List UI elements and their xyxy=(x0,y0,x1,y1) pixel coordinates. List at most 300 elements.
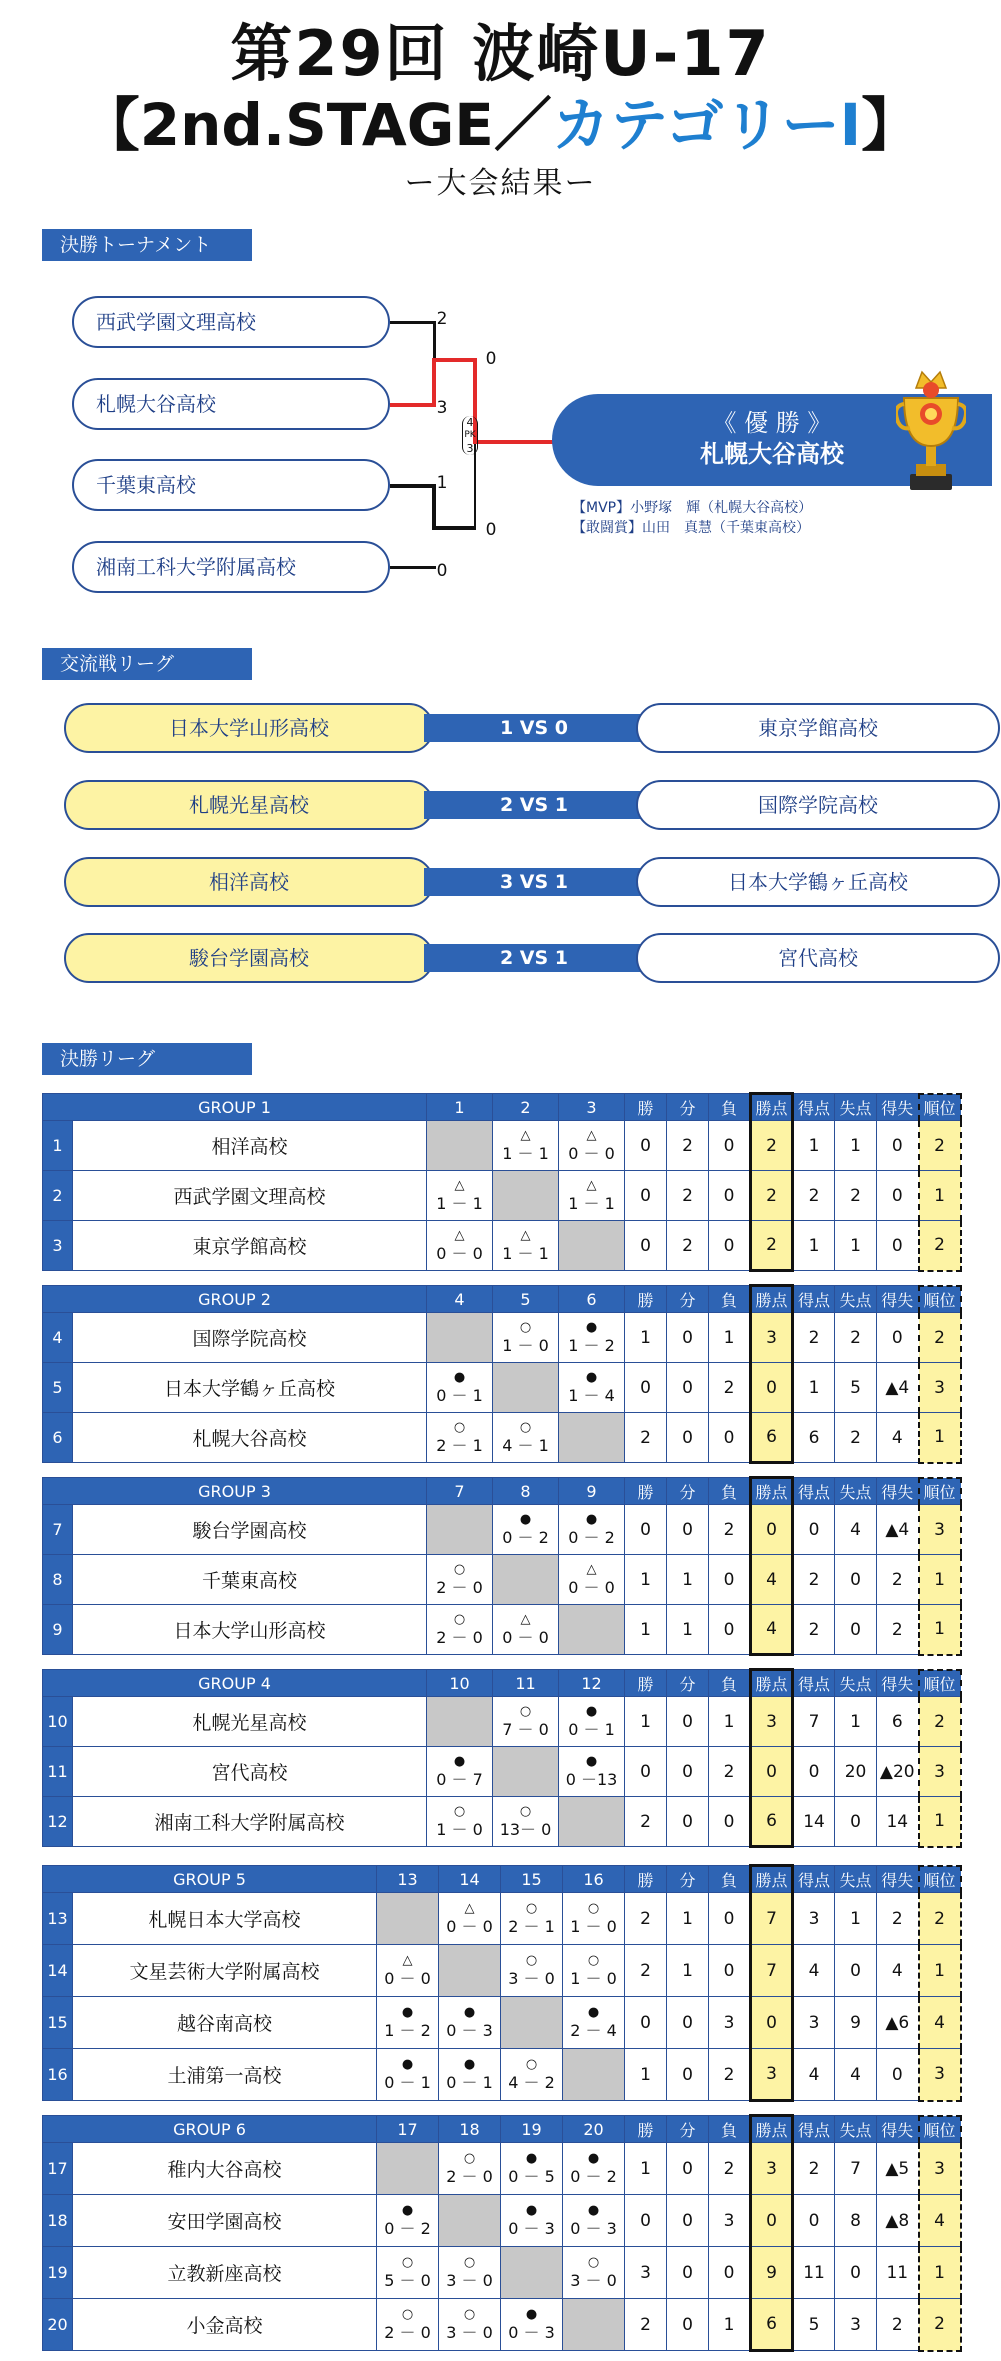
stat-rank: 2 xyxy=(919,1893,961,1945)
team-name: 札幌大谷高校 xyxy=(73,1413,427,1463)
group-table xyxy=(42,1284,962,1464)
team-number: 20 xyxy=(43,2299,73,2351)
bracket-team-2: 札幌大谷高校 xyxy=(72,378,390,430)
team-name: 文星芸術大学附属高校 xyxy=(73,1945,377,1997)
score-final-1: 0 xyxy=(485,349,497,369)
stat-header: 勝 xyxy=(625,1478,667,1505)
stat-points: 2 xyxy=(751,1221,793,1271)
self-match-cell xyxy=(501,1997,563,2049)
stat-wins: 0 xyxy=(625,2195,667,2247)
stat-points: 0 xyxy=(751,2195,793,2247)
self-match-cell xyxy=(559,1797,625,1847)
self-match-cell xyxy=(427,1697,493,1747)
bracket-line xyxy=(390,484,436,488)
stat-wins: 0 xyxy=(625,1363,667,1413)
stat-losses: 2 xyxy=(709,1363,751,1413)
match-result-cell xyxy=(493,1797,559,1847)
result-symbol: ● xyxy=(585,1319,598,1335)
table-row xyxy=(43,1171,961,1221)
group-col-number: 16 xyxy=(563,1866,625,1893)
exchange-away-team: 日本大学鶴ヶ丘高校 xyxy=(636,857,1000,907)
result-symbol: ● xyxy=(587,2150,600,2166)
result-symbol: ○ xyxy=(463,2150,476,2166)
stat-goals-against: 1 xyxy=(835,1697,877,1747)
stat-points: 3 xyxy=(751,1313,793,1363)
result-symbol: ○ xyxy=(401,2254,414,2270)
stat-header: 分 xyxy=(667,2116,709,2143)
stat-points: 7 xyxy=(751,1945,793,1997)
stat-goals-against: 4 xyxy=(835,1505,877,1555)
stage-title xyxy=(0,92,1001,158)
group-col-number: 14 xyxy=(439,1866,501,1893)
bracket-line xyxy=(474,442,476,530)
page-title: 第29回 波崎U-17 xyxy=(230,17,771,90)
stat-rank: 3 xyxy=(919,1505,961,1555)
group-col-number: 5 xyxy=(493,1286,559,1313)
stat-goals-against: 7 xyxy=(835,2143,877,2195)
stat-draws: 0 xyxy=(667,2195,709,2247)
match-result-cell xyxy=(559,1555,625,1605)
stat-rank: 2 xyxy=(919,1121,961,1171)
team-number: 12 xyxy=(43,1797,73,1847)
group-table xyxy=(42,1476,962,1656)
match-result-cell xyxy=(501,2195,563,2247)
stat-header: 得失 xyxy=(877,1866,919,1893)
stat-goal-diff: 14 xyxy=(877,1797,919,1847)
stat-draws: 0 xyxy=(667,1363,709,1413)
team-name: 札幌日本大学高校 xyxy=(73,1893,377,1945)
exchange-match xyxy=(64,703,936,753)
result-symbol: ○ xyxy=(453,1561,466,1577)
exchange-away-team: 東京学館高校 xyxy=(636,703,1000,753)
result-symbol: ● xyxy=(585,1511,598,1527)
stat-header: 順位 xyxy=(919,1670,961,1697)
exchange-match xyxy=(64,933,936,983)
final-league-heading: 決勝リーグ xyxy=(42,1043,252,1075)
exchange-away-team: 国際学院高校 xyxy=(636,780,1000,830)
stat-draws: 0 xyxy=(667,1313,709,1363)
match-result-cell xyxy=(427,1555,493,1605)
table-row xyxy=(43,1313,961,1363)
stat-draws: 0 xyxy=(667,1997,709,2049)
group-col-number: 7 xyxy=(427,1478,493,1505)
stat-header: 負 xyxy=(709,1286,751,1313)
exchange-home-team: 駿台学園高校 xyxy=(64,933,434,983)
match-score: 4 － 1 xyxy=(502,1435,549,1455)
stat-goal-diff: 0 xyxy=(877,1121,919,1171)
self-match-cell xyxy=(559,1605,625,1655)
score-final-2: 0 xyxy=(485,520,497,540)
stat-rank: 3 xyxy=(919,1363,961,1413)
stat-goal-diff: 0 xyxy=(877,1171,919,1221)
stat-goal-diff: ▲4 xyxy=(877,1505,919,1555)
team-name: 小金高校 xyxy=(73,2299,377,2351)
match-score: 0 － 5 xyxy=(508,2166,555,2186)
match-score: 2 － 0 xyxy=(436,1577,483,1597)
stat-header: 順位 xyxy=(919,2116,961,2143)
table-row xyxy=(43,2143,961,2195)
match-result-cell xyxy=(377,1945,439,1997)
match-score: 1 － 0 xyxy=(570,1968,617,1988)
group-table xyxy=(42,1668,962,1848)
match-result-cell xyxy=(427,1747,493,1797)
stat-points: 0 xyxy=(751,1747,793,1797)
bracket-team-3: 千葉東高校 xyxy=(72,459,390,511)
group-col-number: 8 xyxy=(493,1478,559,1505)
score-team-2: 3 xyxy=(436,398,448,418)
table-row xyxy=(43,2247,961,2299)
stat-draws: 0 xyxy=(667,2143,709,2195)
stat-losses: 2 xyxy=(709,2143,751,2195)
table-row xyxy=(43,1997,961,2049)
stat-wins: 0 xyxy=(625,1121,667,1171)
bracket-line-winner xyxy=(390,403,435,407)
match-score: 2 － 0 xyxy=(436,1627,483,1647)
stat-header: 勝点 xyxy=(751,1866,793,1893)
stat-goal-diff: ▲20 xyxy=(877,1747,919,1797)
stat-points: 3 xyxy=(751,2049,793,2101)
team-number: 2 xyxy=(43,1171,73,1221)
match-score: 2 － 0 xyxy=(384,2322,431,2342)
match-result-cell xyxy=(377,1997,439,2049)
match-result-cell xyxy=(427,1605,493,1655)
stat-goals-for: 2 xyxy=(793,1171,835,1221)
match-result-cell xyxy=(559,1747,625,1797)
stat-header: 得点 xyxy=(793,2116,835,2143)
stat-rank: 2 xyxy=(919,2299,961,2351)
stat-goal-diff: 4 xyxy=(877,1413,919,1463)
match-result-cell xyxy=(377,2247,439,2299)
stat-header: 勝 xyxy=(625,1286,667,1313)
result-symbol: ● xyxy=(525,2306,538,2322)
result-symbol: ○ xyxy=(587,1900,600,1916)
self-match-cell xyxy=(563,2299,625,2351)
stat-goals-against: 0 xyxy=(835,1605,877,1655)
stat-header: 負 xyxy=(709,1866,751,1893)
stat-wins: 0 xyxy=(625,1505,667,1555)
stat-goals-against: 1 xyxy=(835,1121,877,1171)
exchange-score: 3 VS 1 xyxy=(424,868,644,896)
stat-draws: 0 xyxy=(667,1413,709,1463)
stat-goals-for: 0 xyxy=(793,2195,835,2247)
team-number: 11 xyxy=(43,1747,73,1797)
bracket-line xyxy=(390,566,436,569)
stat-goals-against: 9 xyxy=(835,1997,877,2049)
match-result-cell xyxy=(493,1697,559,1747)
stat-losses: 2 xyxy=(709,1505,751,1555)
stat-goals-against: 0 xyxy=(835,1555,877,1605)
stat-header: 失点 xyxy=(835,1478,877,1505)
match-score: 3 － 0 xyxy=(570,2270,617,2290)
stat-wins: 2 xyxy=(625,1797,667,1847)
self-match-cell xyxy=(559,1221,625,1271)
stat-header: 分 xyxy=(667,1866,709,1893)
result-symbol: ● xyxy=(401,2004,414,2020)
result-symbol: △ xyxy=(520,1127,531,1143)
match-result-cell xyxy=(563,2143,625,2195)
stat-draws: 1 xyxy=(667,1893,709,1945)
stat-rank: 1 xyxy=(919,1797,961,1847)
result-symbol: △ xyxy=(586,1127,597,1143)
pk-score-home: 4 xyxy=(466,416,474,429)
stat-header: 得失 xyxy=(877,1670,919,1697)
result-symbol: ● xyxy=(587,2202,600,2218)
stat-header: 得失 xyxy=(877,1478,919,1505)
result-symbol: ● xyxy=(463,2056,476,2072)
stat-goals-for: 1 xyxy=(793,1121,835,1171)
stat-header: 得失 xyxy=(877,2116,919,2143)
stat-losses: 0 xyxy=(709,2247,751,2299)
stat-draws: 1 xyxy=(667,1555,709,1605)
stat-header: 得点 xyxy=(793,1670,835,1697)
stat-goal-diff: 2 xyxy=(877,2299,919,2351)
match-result-cell xyxy=(559,1363,625,1413)
stat-draws: 1 xyxy=(667,1945,709,1997)
stat-goals-against: 2 xyxy=(835,1313,877,1363)
stat-goal-diff: 11 xyxy=(877,2247,919,2299)
match-result-cell xyxy=(563,1893,625,1945)
match-score: 13－ 0 xyxy=(499,1819,552,1839)
match-result-cell xyxy=(427,1413,493,1463)
self-match-cell xyxy=(493,1747,559,1797)
team-name: 土浦第一高校 xyxy=(73,2049,377,2101)
exchange-score: 2 VS 1 xyxy=(424,944,644,972)
team-number: 4 xyxy=(43,1313,73,1363)
stat-header: 失点 xyxy=(835,2116,877,2143)
match-result-cell xyxy=(377,2195,439,2247)
stat-points: 4 xyxy=(751,1555,793,1605)
group-col-number: 10 xyxy=(427,1670,493,1697)
stat-losses: 1 xyxy=(709,1697,751,1747)
stat-header: 勝点 xyxy=(751,2116,793,2143)
team-name: 安田学園高校 xyxy=(73,2195,377,2247)
stat-points: 6 xyxy=(751,1797,793,1847)
stat-header: 得失 xyxy=(877,1094,919,1121)
result-symbol: ● xyxy=(401,2056,414,2072)
match-score: 0 － 0 xyxy=(436,1243,483,1263)
stat-wins: 0 xyxy=(625,1997,667,2049)
table-row xyxy=(43,1893,961,1945)
stat-header: 分 xyxy=(667,1286,709,1313)
match-result-cell xyxy=(377,2049,439,2101)
team-number: 9 xyxy=(43,1605,73,1655)
stat-wins: 1 xyxy=(625,2049,667,2101)
match-result-cell xyxy=(559,1505,625,1555)
result-symbol: ● xyxy=(401,2202,414,2218)
match-score: 1 － 2 xyxy=(568,1335,615,1355)
stat-losses: 2 xyxy=(709,2049,751,2101)
stat-header: 順位 xyxy=(919,1478,961,1505)
stat-wins: 1 xyxy=(625,1697,667,1747)
trophy-icon xyxy=(896,366,966,492)
stat-header: 勝 xyxy=(625,2116,667,2143)
match-result-cell xyxy=(439,1893,501,1945)
stat-draws: 2 xyxy=(667,1121,709,1171)
stat-goals-for: 6 xyxy=(793,1413,835,1463)
match-score: 0 － 3 xyxy=(508,2218,555,2238)
result-symbol: ● xyxy=(587,2004,600,2020)
stat-points: 0 xyxy=(751,1505,793,1555)
match-score: 0 － 1 xyxy=(446,2072,493,2092)
stat-points: 6 xyxy=(751,1413,793,1463)
result-symbol: ○ xyxy=(587,1952,600,1968)
match-result-cell xyxy=(501,1893,563,1945)
table-row xyxy=(43,1797,961,1847)
stat-wins: 2 xyxy=(625,1945,667,1997)
result-symbol: ● xyxy=(519,1511,532,1527)
result-symbol: ○ xyxy=(463,2306,476,2322)
match-result-cell xyxy=(501,2049,563,2101)
table-row xyxy=(43,1413,961,1463)
stat-goals-for: 3 xyxy=(793,1997,835,2049)
self-match-cell xyxy=(427,1313,493,1363)
results-subtitle: ー大会結果ー xyxy=(404,166,597,201)
mvp-award: 【MVP】小野塚 輝（札幌大谷高校） xyxy=(572,500,813,516)
team-name: 相洋高校 xyxy=(73,1121,427,1171)
stat-header: 得点 xyxy=(793,1094,835,1121)
stat-goals-for: 4 xyxy=(793,1945,835,1997)
stat-points: 2 xyxy=(751,1121,793,1171)
score-team-4: 0 xyxy=(436,561,448,581)
stat-points: 9 xyxy=(751,2247,793,2299)
result-symbol: ● xyxy=(463,2004,476,2020)
stat-rank: 3 xyxy=(919,2143,961,2195)
team-number: 7 xyxy=(43,1505,73,1555)
team-number: 1 xyxy=(43,1121,73,1171)
bracket-line xyxy=(432,526,476,530)
stat-wins: 1 xyxy=(625,1555,667,1605)
stat-header: 勝点 xyxy=(751,1094,793,1121)
match-score: 1 － 0 xyxy=(436,1819,483,1839)
stat-wins: 0 xyxy=(625,1747,667,1797)
match-score: 0 － 2 xyxy=(568,1527,615,1547)
stat-goals-against: 8 xyxy=(835,2195,877,2247)
stat-header: 勝点 xyxy=(751,1670,793,1697)
result-symbol: ○ xyxy=(519,1703,532,1719)
team-name: 札幌光星高校 xyxy=(73,1697,427,1747)
result-symbol: ○ xyxy=(525,1900,538,1916)
group-col-number: 3 xyxy=(559,1094,625,1121)
bracket-line-winner xyxy=(473,440,555,444)
group-name: GROUP 1 xyxy=(43,1094,427,1121)
category-label: カテゴリーⅠ xyxy=(551,91,862,159)
stat-points: 4 xyxy=(751,1605,793,1655)
stat-header: 順位 xyxy=(919,1094,961,1121)
self-match-cell xyxy=(427,1505,493,1555)
group-col-number: 6 xyxy=(559,1286,625,1313)
team-name: 越谷南高校 xyxy=(73,1997,377,2049)
group-col-number: 17 xyxy=(377,2116,439,2143)
stat-header: 勝 xyxy=(625,1866,667,1893)
stat-losses: 0 xyxy=(709,1555,751,1605)
match-result-cell xyxy=(427,1171,493,1221)
stat-losses: 3 xyxy=(709,1997,751,2049)
stat-rank: 1 xyxy=(919,2247,961,2299)
stat-losses: 3 xyxy=(709,2195,751,2247)
team-name: 国際学院高校 xyxy=(73,1313,427,1363)
match-result-cell xyxy=(501,1945,563,1997)
stat-header: 勝点 xyxy=(751,1478,793,1505)
self-match-cell xyxy=(493,1555,559,1605)
self-match-cell xyxy=(377,1893,439,1945)
stat-header: 失点 xyxy=(835,1670,877,1697)
stat-header: 分 xyxy=(667,1094,709,1121)
table-row xyxy=(43,1945,961,1997)
table-row xyxy=(43,1221,961,1271)
team-name: 宮代高校 xyxy=(73,1747,427,1797)
match-result-cell xyxy=(559,1313,625,1363)
group-col-number: 1 xyxy=(427,1094,493,1121)
champion-label: 《 優 勝 》 xyxy=(712,409,832,437)
match-result-cell xyxy=(439,2049,501,2101)
match-score: 0 － 3 xyxy=(570,2218,617,2238)
match-score: 0 － 0 xyxy=(446,1916,493,1936)
group-col-number: 11 xyxy=(493,1670,559,1697)
group-table xyxy=(42,1864,962,2102)
stat-goals-for: 1 xyxy=(793,1221,835,1271)
group-table xyxy=(42,2114,962,2352)
match-score: 3 － 0 xyxy=(446,2270,493,2290)
champion-team: 札幌大谷高校 xyxy=(700,440,844,468)
stat-goal-diff: 2 xyxy=(877,1893,919,1945)
result-symbol: △ xyxy=(520,1227,531,1243)
team-name: 日本大学山形高校 xyxy=(73,1605,427,1655)
stat-goal-diff: ▲4 xyxy=(877,1363,919,1413)
stat-header: 負 xyxy=(709,1094,751,1121)
exchange-away-team: 宮代高校 xyxy=(636,933,1000,983)
result-symbol: ● xyxy=(525,2202,538,2218)
result-symbol: ○ xyxy=(463,2254,476,2270)
exchange-home-team: 相洋高校 xyxy=(64,857,434,907)
group-col-number: 13 xyxy=(377,1866,439,1893)
stat-header: 順位 xyxy=(919,1866,961,1893)
team-number: 16 xyxy=(43,2049,73,2101)
match-score: 0 － 0 xyxy=(384,1968,431,1988)
group-col-number: 15 xyxy=(501,1866,563,1893)
stat-draws: 2 xyxy=(667,1221,709,1271)
self-match-cell xyxy=(559,1413,625,1463)
match-result-cell xyxy=(439,1997,501,2049)
match-result-cell xyxy=(501,2299,563,2351)
table-row xyxy=(43,2195,961,2247)
match-result-cell xyxy=(439,2143,501,2195)
team-number: 15 xyxy=(43,1997,73,2049)
stat-losses: 0 xyxy=(709,1221,751,1271)
result-symbol: ○ xyxy=(519,1803,532,1819)
stat-losses: 0 xyxy=(709,1171,751,1221)
match-result-cell xyxy=(493,1505,559,1555)
stat-header: 勝 xyxy=(625,1094,667,1121)
match-score: 3 － 0 xyxy=(508,1968,555,1988)
stat-goal-diff: 6 xyxy=(877,1697,919,1747)
stat-wins: 1 xyxy=(625,2143,667,2195)
stat-rank: 1 xyxy=(919,1945,961,1997)
exchange-home-team: 日本大学山形高校 xyxy=(64,703,434,753)
match-score: 1 － 0 xyxy=(570,1916,617,1936)
pk-label: PK xyxy=(464,430,476,440)
result-symbol: △ xyxy=(586,1561,597,1577)
stat-header: 得点 xyxy=(793,1286,835,1313)
match-score: 0 － 2 xyxy=(502,1527,549,1547)
match-score: 2 － 4 xyxy=(570,2020,617,2040)
exchange-score: 1 VS 0 xyxy=(424,714,644,742)
match-result-cell xyxy=(559,1121,625,1171)
stat-goal-diff: ▲6 xyxy=(877,1997,919,2049)
stat-wins: 2 xyxy=(625,2299,667,2351)
stat-draws: 0 xyxy=(667,1505,709,1555)
stat-rank: 2 xyxy=(919,1313,961,1363)
stat-goal-diff: 0 xyxy=(877,1221,919,1271)
